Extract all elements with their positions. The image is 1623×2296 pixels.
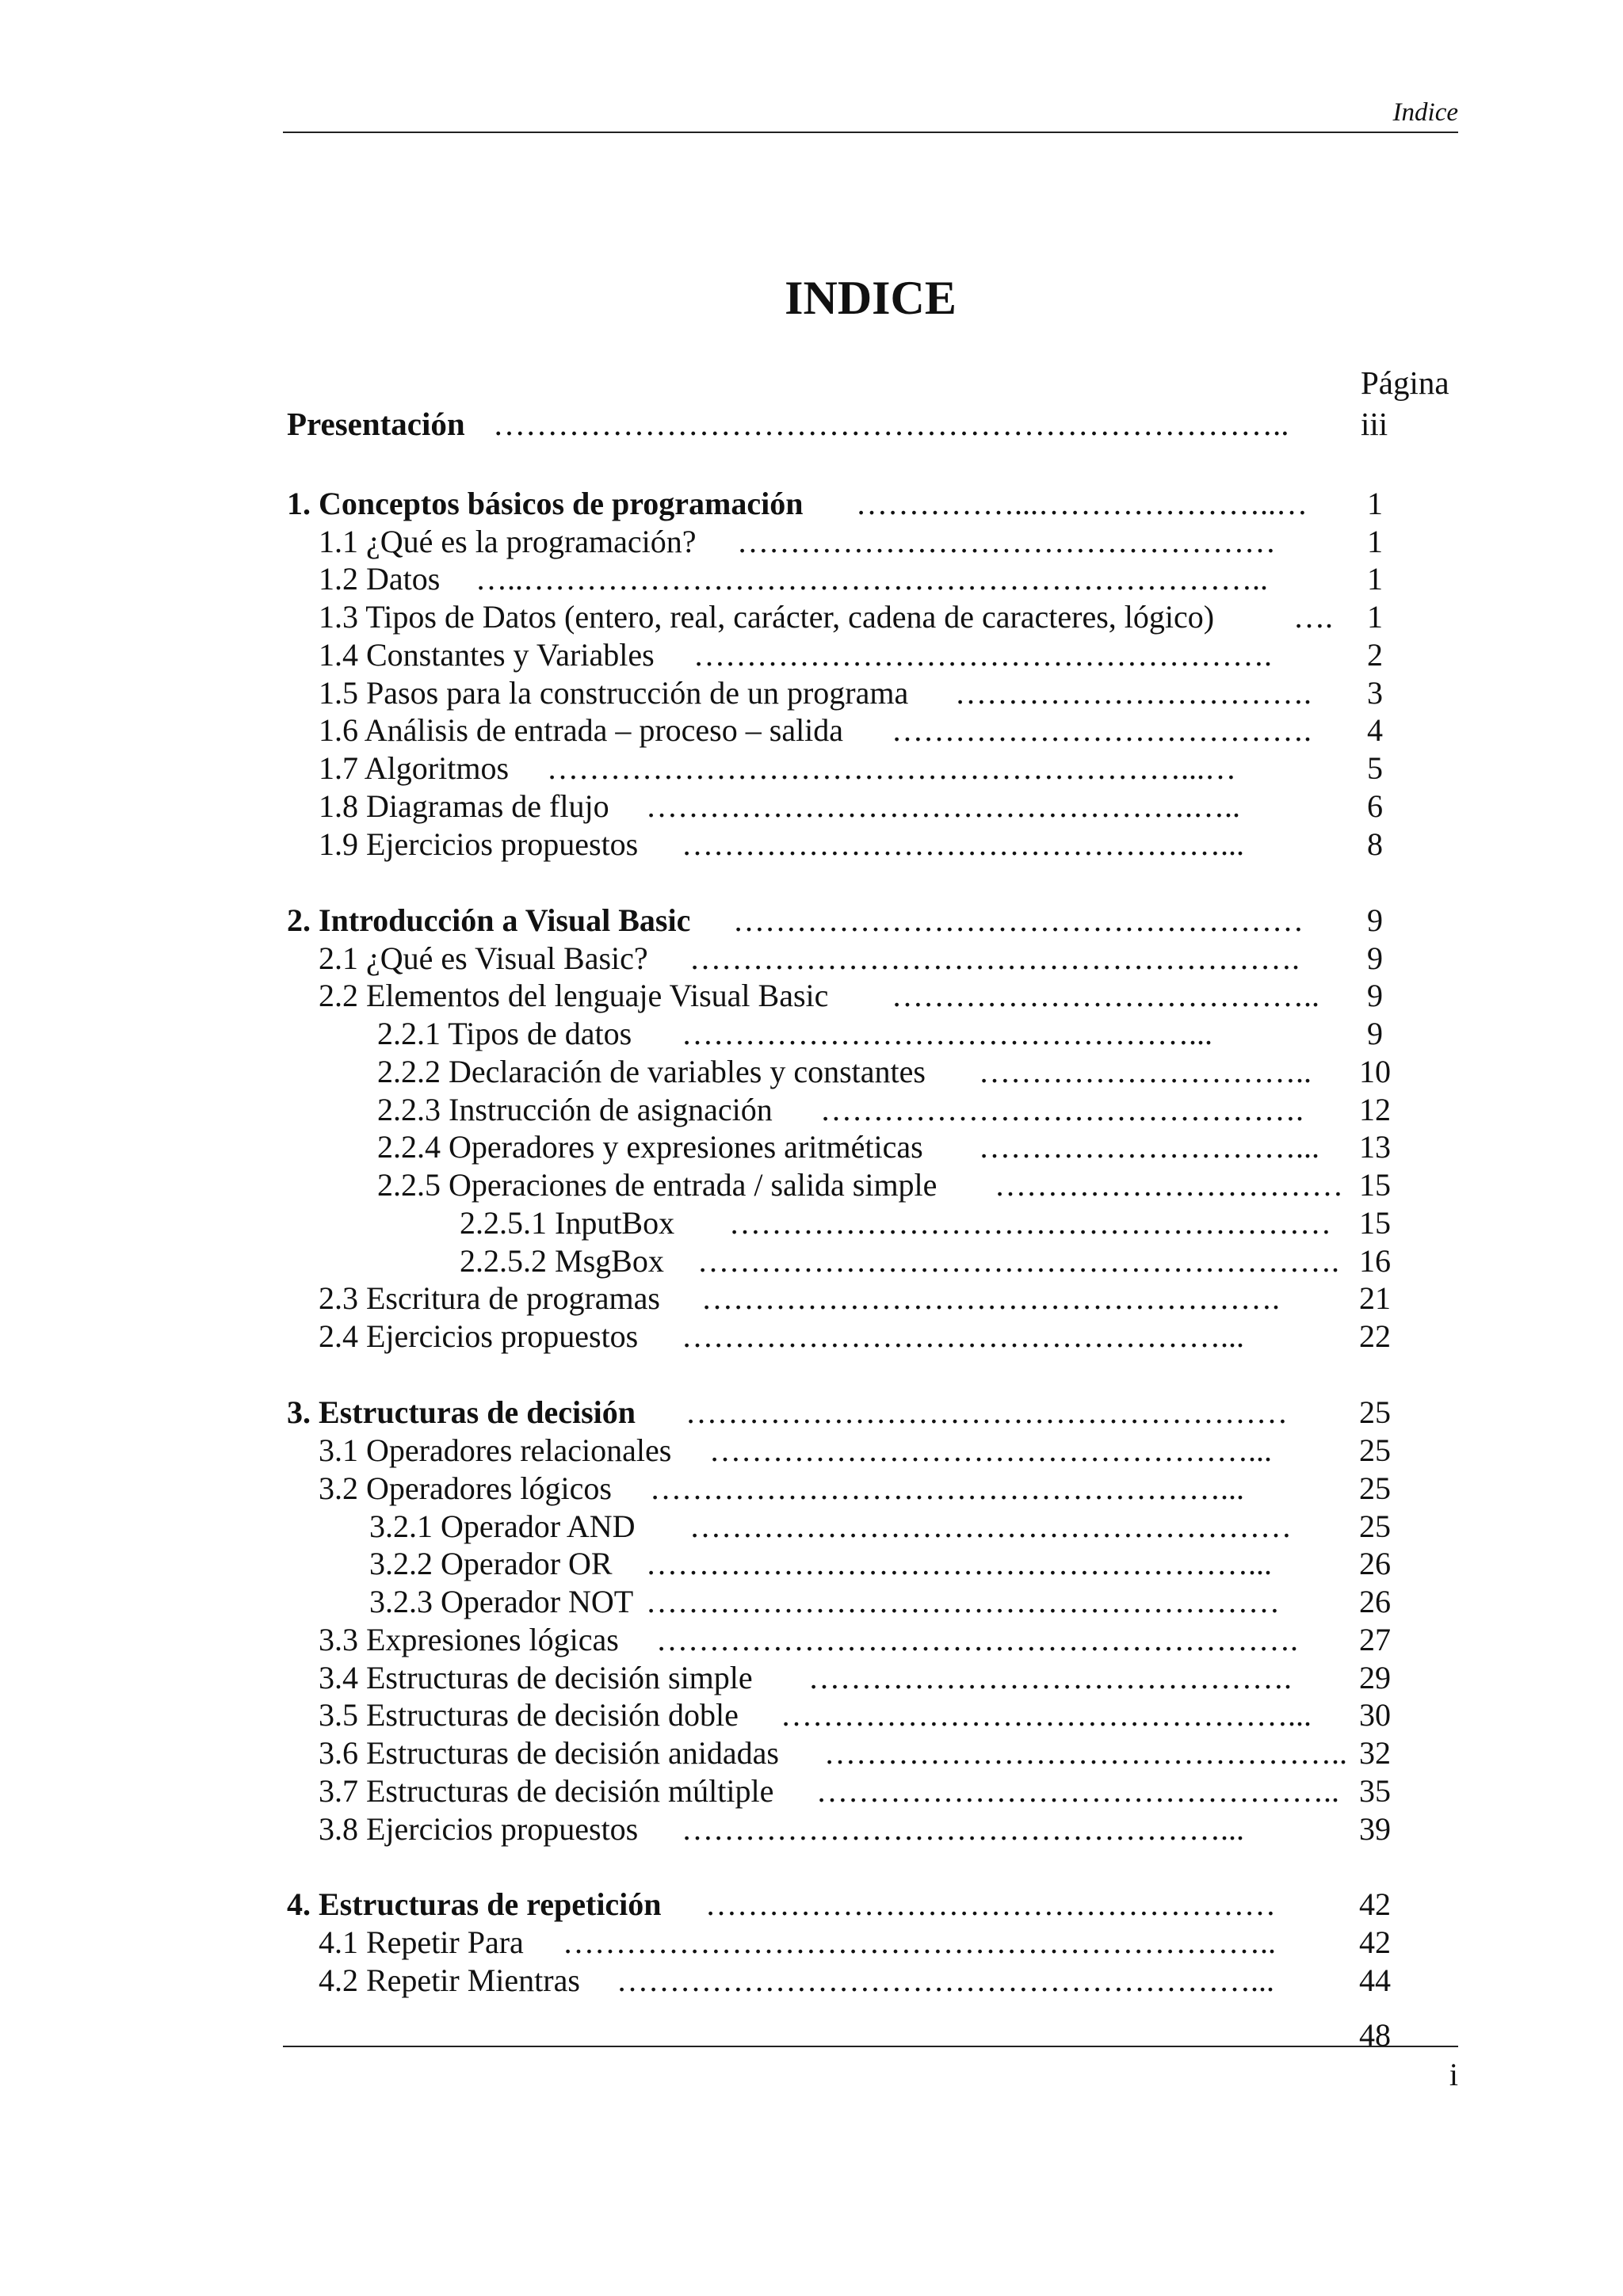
dot-leader: …………………………………………….….. [646,788,1240,824]
toc-entry-page: 27 [1359,1622,1391,1657]
toc-entry-label: 1.8 Diagramas de flujo [319,788,609,824]
toc-entry[interactable] [319,1318,1331,1356]
toc-chapter-4[interactable] [287,1886,1331,1924]
dot-leader: ……………………………………………………... [617,1962,1274,1998]
toc-entry-page: iii [1361,406,1388,442]
toc-entry-page: 16 [1359,1243,1391,1279]
footer-rule [283,2046,1458,2047]
toc-entry-page: 5 [1367,750,1383,786]
dot-leader: ………………………………………………… [729,1205,1331,1241]
toc-entry-label: 3.3 Expresiones lógicas [319,1622,619,1657]
toc-entry[interactable] [319,1696,1331,1734]
dot-leader: ……………………………………………… [705,1886,1276,1922]
toc-entry-label: 2.4 Ejercicios propuestos [319,1318,639,1354]
toc-entry-label: 3.8 Ejercicios propuestos [319,1811,639,1847]
toc-entry-label: 3.2.2 Operador OR [369,1546,613,1581]
toc-entry[interactable] [319,1470,1331,1508]
toc-entry-label: 2. Introducción a Visual Basic [287,902,691,938]
dot-leader: ………………………….. [979,1054,1312,1089]
dot-leader: ………………………………………………………….. [563,1924,1276,1960]
toc-entry[interactable] [319,523,1331,561]
toc-entry-page: 1 [1367,599,1383,635]
toc-entry-label: 4.1 Repetir Para [319,1924,524,1960]
toc-entry-page: 3 [1367,675,1383,711]
dot-leader: …. [1293,599,1333,635]
toc-entry-label: 2.2.5 Operaciones de entrada / salida simple [377,1167,938,1203]
toc-entry[interactable] [319,940,1331,978]
dot-leader: ……………………………………………... [682,1318,1244,1354]
toc-entry-page: 25 [1359,1508,1391,1544]
toc-entry-label: 2.2.2 Declaración de variables y constantes [377,1054,926,1089]
dot-leader: ………………………………………………… [685,1394,1288,1430]
toc-entry-presentation[interactable] [287,402,1458,445]
toc-entry-page: 25 [1359,1470,1391,1506]
toc-entry[interactable] [369,1508,1331,1546]
dot-leader: ………………………………………….. [816,1773,1339,1809]
toc-entry[interactable] [319,1659,1331,1697]
dot-leader: ……………………………………………... [682,826,1244,862]
dot-leader: ……………………………………………... [682,1811,1244,1847]
toc-entry-label: 3.2.3 Operador NOT [369,1584,634,1619]
toc-entry-label: 1. Conceptos básicos de programación [287,486,804,521]
toc-entry[interactable] [460,1204,1331,1242]
toc-entry[interactable] [369,1583,1331,1621]
dot-leader: ………………………………………. [808,1660,1292,1695]
toc-entry[interactable] [319,560,1331,598]
toc-entry-page: 26 [1359,1546,1391,1581]
toc-entry[interactable] [319,1621,1331,1659]
dot-leader: ………………………………………….. [824,1735,1347,1771]
toc-entry-page: 6 [1367,788,1383,824]
dot-leader: …………………………………. [892,712,1312,748]
toc-entry-label: 2.2.3 Instrucción de asignación [377,1092,773,1127]
toc-entry[interactable] [319,826,1331,864]
toc-entry[interactable] [319,1734,1347,1772]
toc-entry-page: 26 [1359,1584,1391,1619]
toc-entry-label: 1.9 Ejercicios propuestos [319,826,639,862]
toc-entry-page: 9 [1367,902,1383,938]
dot-leader: …………………………………………………. [689,940,1300,976]
dot-leader: ………………………………….. [892,978,1319,1013]
dot-leader: …………………………... [979,1129,1319,1165]
toc-entry-label: 1.4 Constantes y Variables [319,637,655,673]
trailing-page-number: 48 [1359,2017,1391,2053]
dot-leader: ……………………………………………………………….. [493,406,1289,442]
toc-entry-label: 2.3 Escritura de programas [319,1280,660,1316]
toc-entry[interactable] [377,1015,1331,1053]
dot-leader: …..…………………………………………………………….. [475,561,1268,597]
dot-leader: ………………………………………………. [693,637,1272,673]
toc-entry-label: 3.6 Estructuras de decisión anidadas [319,1735,779,1771]
toc-entry-page: 35 [1359,1773,1391,1809]
dot-leader: …………………………………………………… [646,1584,1280,1619]
toc-entry-label: 1.1 ¿Qué es la programación? [319,524,697,559]
toc-entry[interactable] [369,1545,1331,1583]
toc-chapter-1[interactable] [287,485,1331,523]
toc-entry-label: 3.2.1 Operador AND [369,1508,636,1544]
toc-entry-label: 2.2.4 Operadores y expresiones aritméticas [377,1129,923,1165]
toc-entry[interactable] [319,788,1331,826]
toc-entry-page: 25 [1359,1432,1391,1468]
toc-entry[interactable] [319,977,1331,1015]
toc-entry[interactable] [377,1053,1331,1091]
dot-leader: …………………………………………… [737,524,1276,559]
toc-entry-page: 1 [1367,561,1383,597]
toc-entry[interactable] [319,1772,1339,1810]
toc-entry-label: 1.3 Tipos de Datos (entero, real, carácter, cadena de caracteres, lógico) [319,599,1215,635]
dot-leader: ……………………………………………… [733,902,1304,938]
dot-leader: ………………………………………………... [650,1470,1244,1506]
toc-entry-page: 9 [1367,940,1383,976]
toc-entry-label: 3.2 Operadores lógicos [319,1470,612,1506]
toc-entry-page: 15 [1359,1167,1391,1203]
toc-entry-page: 44 [1359,1962,1391,1998]
toc-entry-page: 25 [1359,1394,1391,1430]
toc-entry[interactable] [377,1128,1331,1166]
toc-chapter-3[interactable] [287,1394,1331,1432]
toc-entry[interactable] [319,674,1331,712]
toc-entry[interactable] [319,1280,1331,1318]
toc-chapter-2[interactable] [287,902,1331,940]
dot-leader: ……………………………………………………. [656,1622,1298,1657]
toc-entry[interactable] [319,598,1331,636]
toc-entry[interactable] [319,711,1331,749]
dot-leader: …………………………………………... [781,1697,1312,1733]
dot-leader: …………………………………………... [682,1016,1212,1051]
toc-entry[interactable] [319,1924,1331,1962]
toc-entry-label: 1.6 Análisis de entrada – proceso – salida [319,712,844,748]
toc-entry[interactable] [319,1810,1331,1848]
toc-entry-page: 32 [1359,1735,1391,1771]
toc-entry-page: 9 [1367,978,1383,1013]
toc-entry-page: 21 [1359,1280,1391,1316]
dot-leader: …………………………… [995,1167,1343,1203]
dot-leader: ………………………………………………. [701,1280,1280,1316]
toc-entry-page: 30 [1359,1697,1391,1733]
toc-entry-page: 2 [1367,637,1383,673]
dot-leader: …………………………………………………... [646,1546,1272,1581]
dot-leader: ………………………………………. [820,1092,1304,1127]
dot-leader: ……………………………………………………. [697,1243,1339,1279]
running-header: Indice [1392,98,1458,127]
toc-entry-label: 3.1 Operadores relacionales [319,1432,672,1468]
dot-leader: ……………………………………………………...… [547,750,1236,786]
toc-entry-label: Presentación [287,406,465,442]
toc-entry-label: 3.4 Estructuras de decisión simple [319,1660,753,1695]
page-column-header: Página [1361,364,1449,401]
toc-entry[interactable] [319,1962,1331,2000]
dot-leader: ……………………………. [955,675,1312,711]
folio-page-number: i [1449,2057,1458,2092]
toc-entry-page: 42 [1359,1924,1391,1960]
toc-entry-page: 10 [1359,1054,1391,1089]
toc-entry-label: 2.2 Elementos del lenguaje Visual Basic [319,978,829,1013]
toc-entry[interactable] [377,1091,1331,1129]
toc-entry[interactable] [377,1166,1343,1204]
toc-entry-page: 15 [1359,1205,1391,1241]
dot-leader: ……………………………………………... [709,1432,1272,1468]
toc-entry-label: 2.2.5.1 InputBox [460,1205,675,1241]
dot-leader: ………………………………………………… [689,1508,1292,1544]
toc-entry[interactable] [460,1242,1339,1280]
toc-entry-label: 4. Estructuras de repetición [287,1886,662,1922]
toc-entry-label: 1.2 Datos [319,561,441,597]
toc-entry-label: 2.1 ¿Qué es Visual Basic? [319,940,648,976]
toc-entry-page: 1 [1367,486,1383,521]
toc-entry-label: 3.7 Estructuras de decisión múltiple [319,1773,774,1809]
toc-entry-page: 42 [1359,1886,1391,1922]
toc-entry-page: 12 [1359,1092,1391,1127]
toc-entry-label: 4.2 Repetir Mientras [319,1962,580,1998]
toc-entry-page: 13 [1359,1129,1391,1165]
toc-entry[interactable] [319,636,1331,674]
toc-entry[interactable] [319,749,1331,788]
toc-entry-label: 3. Estructuras de decisión [287,1394,636,1430]
toc-entry-label: 1.5 Pasos para la construcción de un programa [319,675,909,711]
toc-entry-label: 2.2.1 Tipos de datos [377,1016,632,1051]
dot-leader: ……………...…………………..… [856,486,1308,521]
header-rule [283,132,1458,133]
toc-entry[interactable] [319,1432,1331,1470]
toc-entry-page: 1 [1367,524,1383,559]
toc-entry-page: 29 [1359,1660,1391,1695]
toc-entry-page: 9 [1367,1016,1383,1051]
toc-entry-page: 22 [1359,1318,1391,1354]
toc-entry-label: 3.5 Estructuras de decisión doble [319,1697,739,1733]
toc-entry-page: 39 [1359,1811,1391,1847]
toc-entry-page: 8 [1367,826,1383,862]
toc-entry-label: 1.7 Algoritmos [319,750,510,786]
toc-entry-label: 2.2.5.2 MsgBox [460,1243,664,1279]
page-title: INDICE [785,272,957,324]
toc-entry-page: 4 [1367,712,1383,748]
